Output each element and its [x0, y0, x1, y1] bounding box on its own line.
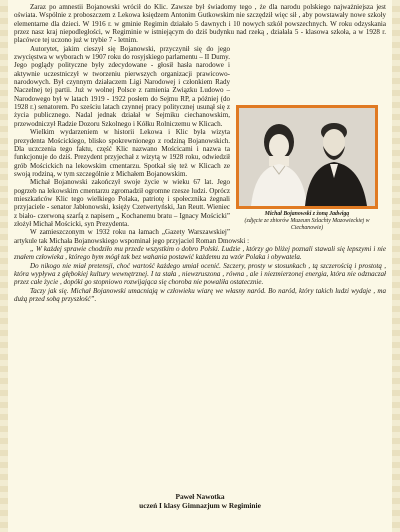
paragraph-dmowski-intro: W zamieszczonym w 1932 roku na łamach „Gazety Warszawskiej” artykule tak Michała Bojanowskiego wspominał jego przyjaciel Roman Dmowski : — [14, 228, 250, 245]
author-role: uczeń I klasy Gimnazjum w Regiminie — [139, 501, 261, 510]
photo-figure — [236, 105, 386, 232]
paragraph-funeral: Michał Bojanowski zakończył swoje życie w wieku 67 lat. Jego pogrzeb na lekowskim cmentarzu zgromadził ogromne rzesze ludzi. Oprócz mieszkańców Klic tego wielkiego Polaka, patriotę i społecznika żegnali przyjaciele - senator Jabłonowski, księży Czetwertyński, Jan Reutt. Wieniec z biało- czerwoną szarfą z napisem „ Kochanemu bratu – Ignacy Mościcki” złożył Michał Mościcki, syn Prezydenta. — [14, 178, 230, 228]
portrait-image — [239, 108, 375, 206]
author-name: Paweł Nawotka — [175, 492, 225, 501]
left-decorative-border — [0, 0, 8, 532]
caption-source: (zdjęcie ze zbiorów Muzeum Szlachty Mazowieckiej w Ciechanowie) — [244, 217, 370, 231]
article-body — [14, 3, 386, 303]
photo-bojanowski-with-wife — [236, 105, 378, 209]
right-decorative-border — [392, 0, 400, 532]
caption-title: Michał Bojanowski z żoną Jadwigą — [264, 210, 350, 217]
paragraph-president-visit: Wielkim wydarzeniem w historii Lekowa i Klic była wizyta prezydenta Mościckiego, blisko spokrewnionego z rodziną Bojanowskich. Dla uczczenia tego faktu, część Klic nazwano Mościcami i nazwa ta funkcjonuje do dziś. Prezydent przyjechał z wizytą w 1928 roku, odwiedził grób Mościckich na lekowskim cmentarzu. Spotkał się też w Klicach ze swoją rodziną, w tym szczególnie z Michałem Bojanowskim. — [14, 128, 230, 178]
dmowski-quote — [14, 245, 386, 303]
quote-paragraph-1: „ W każdej sprawie chodziło mu przede wszystkim o dobro Polski. Ludzie , którzy go bliżej poznali stawali się lepszymi i nie znałem człowieka , którego bym mógł tak bez wahania postawić każdemu za wzór Polaka i obywatela. — [14, 244, 386, 262]
quote-paragraph-2: Do nikogo nie miał pretensji, choć wartość każdego umiał ocenić. Szczery, prosty w stosunkach , tą szczerością i prostotą , która wypływa z głębokiej kultury wewnętrznej. I ta stała , niewzruszona , równa , ale i niezmierzonej energia, która nie odznaczał przez całe życie , dopóki go stopniowo rozwijająca się choroba nie powaliła ostatecznie. — [14, 261, 386, 287]
author-signature — [0, 492, 400, 510]
photo-caption — [236, 211, 378, 232]
paragraph-amnesty: Zaraz po amnestii Bojanowski wrócił do Klic. Zawsze był świadomy tego , że dla narodu polskiego najważniejsza jest oświata. Wspólnie z proboszczem z Lekowa księdzem Antonim Gutkowskim nie szczędził więc sił , aby powstawały nowe szkoły elementarne dla dzieci. W 1916 r. w gminie Regimin działało 5 dawnych i 10 nowych szkół powszechnych. W roku odzyskania przez nasz kraj niepodległości, w Regiminie w istniejącym do dziś budynku nad rzeką , działała 5 - klasowa szkoła, a w 1928 r. placówce tej uczono już w trybie 7 - letnim. — [14, 3, 386, 45]
quote-paragraph-3: Taczy jak się. Michał Bojanowski umacniają w człowieku wiarę we własny naród. Bo naród, który takich ludzi wydaje , ma dużą przed sobą przyszłość”. — [14, 286, 386, 304]
paragraph-authority: Autorytet, jakim cieszył się Bojanowski, przyczynił się do jego zwycięstwa w wyborach w 1907 roku do rosyjskiego parlamentu – II Dumy. Jego poglądy polityczne były zdecydowane - głosił hasła narodowe i aktywnie uczestniczył w tworzeniu pierwszych organizacji prawicowo-narodowych. Był czynnym działaczem Ligi Narodowej i członkiem Rady Naczelnej tej partii. Już w wolnej Polsce z ramienia Związku Ludowo – Narodowego był w latach 1919 - 1922 posłem do Sejmu RP, a później (do 1928 r.) senatorem. Po sześciu latach czynnej pracy politycznej usunął się z życia publicznego. Nadal jednak działał w Sejmiku ciechanowskim, przewodniczył Radzie Dozoru Szkolnego i Kółku Rolniczemu w Klicach. — [14, 44, 230, 128]
